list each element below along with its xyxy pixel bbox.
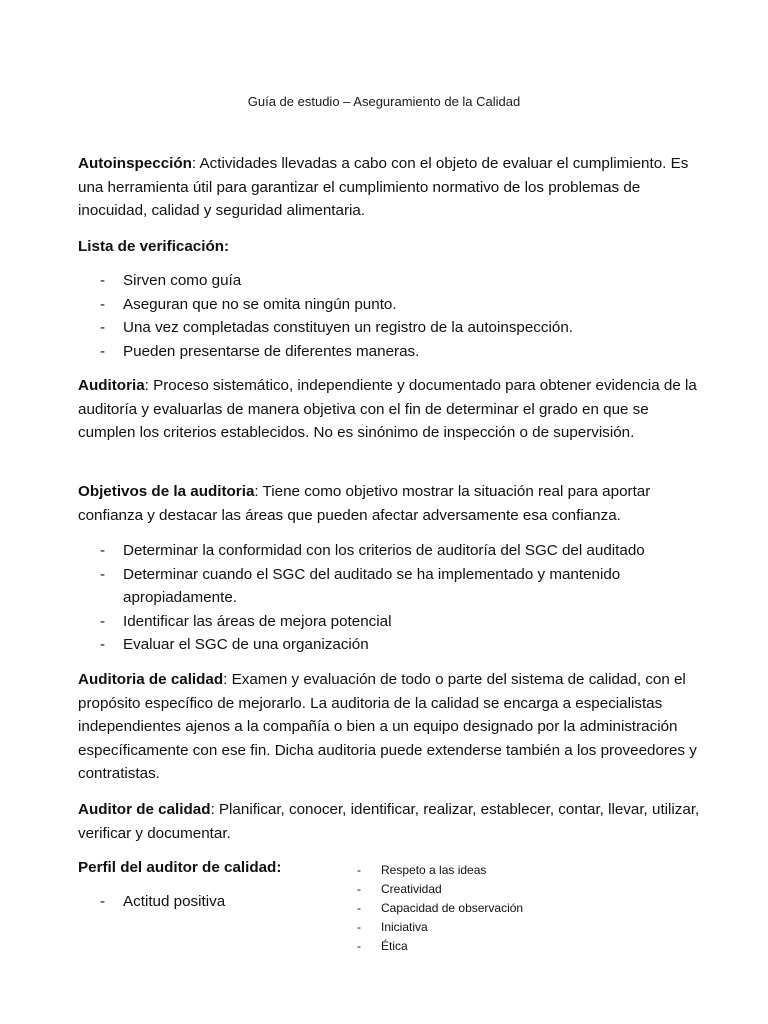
dash-bullet: - [357,920,361,934]
dash-bullet: - [100,565,106,583]
perfil-main-list-block [78,890,348,914]
dash-bullet: - [100,272,106,289]
dash-bullet: - [100,612,106,630]
auditoria-text: : Proceso sistemático, independiente y documentado para obtener evidencia de la auditoría y evaluarlas de manera objetiva con el fin de determinar el grado en que se cumplen los criterios establecidos. No es sinónimo de inspección o de supervisión. [78,377,697,442]
lista-verificacion-section [78,235,700,259]
auditoria-calidad-section [78,668,700,786]
auditor-calidad-section [78,798,700,845]
objetivos-term: Objetivos de la auditoria [78,483,255,500]
dash-bullet: - [357,939,361,953]
list-item-text: Sirven como guía [123,272,242,289]
objetivos-list [78,539,700,657]
perfil-heading: Perfil del auditor de calidad: [78,859,282,876]
list-item-text: Ética [381,939,408,953]
list-item [78,269,700,293]
auditoria-calidad-text: : Examen y evaluación de todo o parte del sistema de calidad, con el propósito específico de mejorarlo. La auditoria de la calidad se encarga a especialistas independientes ajenos a la compañía o bien a un equipo designado por la administración específicamente con ese fin. Dicha auditoria puede extenderse también a los proveedores y contratistas. [78,671,697,783]
list-item [357,918,617,937]
lista-verificacion-heading: Lista de verificación: [78,238,230,255]
objetivos-text: : Tiene como objetivo mostrar la situación real para aportar confianza y destacar las áreas que pueden afectar adversamente esa confianza. [78,483,651,524]
list-item [78,633,700,657]
dash-bullet: - [100,342,106,360]
document-title: Guía de estudio – Aseguramiento de la Calidad [247,94,521,109]
list-item [78,539,700,563]
list-item [78,293,700,317]
autoinspeccion-text: : Actividades llevadas a cabo con el objeto de evaluar el cumplimiento. Es una herramienta útil para garantizar el cumplimiento normativo de los problemas de inocuidad, calidad y seguridad alimentaria. [78,155,689,220]
objetivos-list-block [78,539,700,657]
perfil-section [78,856,348,880]
list-item-text: Respeto a las ideas [381,863,487,877]
dash-bullet: - [357,863,361,877]
list-item-text: Pueden presentarse de diferentes maneras. [123,342,420,360]
dash-bullet: - [100,295,106,313]
dash-bullet: - [100,542,106,559]
autoinspeccion-term: Autoinspección [78,155,192,172]
list-item-text: Capacidad de observación [381,901,524,915]
autoinspeccion-section [78,152,700,223]
list-item-text: Determinar la conformidad con los criterios de auditoría del SGC del auditado [123,542,645,559]
auditoria-calidad-paragraph [78,668,700,786]
list-item-text: Creatividad [381,882,442,896]
auditor-calidad-text: : Planificar, conocer, identificar, realizar, establecer, contar, llevar, utilizar, verificar y documentar. [78,801,700,842]
lista-verificacion-list [78,269,700,363]
autoinspeccion-paragraph [78,152,700,223]
auditoria-term: Auditoria [78,377,145,394]
list-item [78,563,700,610]
lista-verificacion-list-block [78,269,700,363]
list-item-text: Identificar las áreas de mejora potencial [123,612,392,630]
dash-bullet: - [100,893,106,910]
list-item [78,340,700,364]
auditoria-paragraph [78,374,700,445]
dash-bullet: - [100,636,106,654]
list-item-text: Actitud positiva [123,893,226,910]
list-item [357,880,617,899]
auditor-calidad-term: Auditor de calidad [78,801,211,818]
perfil-side-list [357,861,617,956]
auditoria-calidad-term: Auditoria de calidad [78,671,224,688]
list-item [78,316,700,340]
list-item [357,899,617,918]
dash-bullet: - [100,319,106,337]
auditoria-section [78,374,700,445]
perfil-main-list [78,890,348,914]
list-item [357,937,617,956]
list-item-text: Iniciativa [381,920,428,934]
list-item [357,861,617,880]
objetivos-section [78,480,700,527]
list-item-text: Determinar cuando el SGC del auditado se ha implementado y mantenido apropiadamente. [123,565,621,607]
list-item-text: Una vez completadas constituyen un registro de la autoinspección. [123,319,573,337]
list-item-text: Aseguran que no se omita ningún punto. [123,295,397,313]
list-item-text: Evaluar el SGC de una organización [123,636,369,654]
list-item [78,610,700,634]
dash-bullet: - [357,901,361,915]
dash-bullet: - [357,882,361,896]
objetivos-paragraph [78,480,700,527]
auditor-calidad-paragraph [78,798,700,845]
list-item [78,890,348,914]
